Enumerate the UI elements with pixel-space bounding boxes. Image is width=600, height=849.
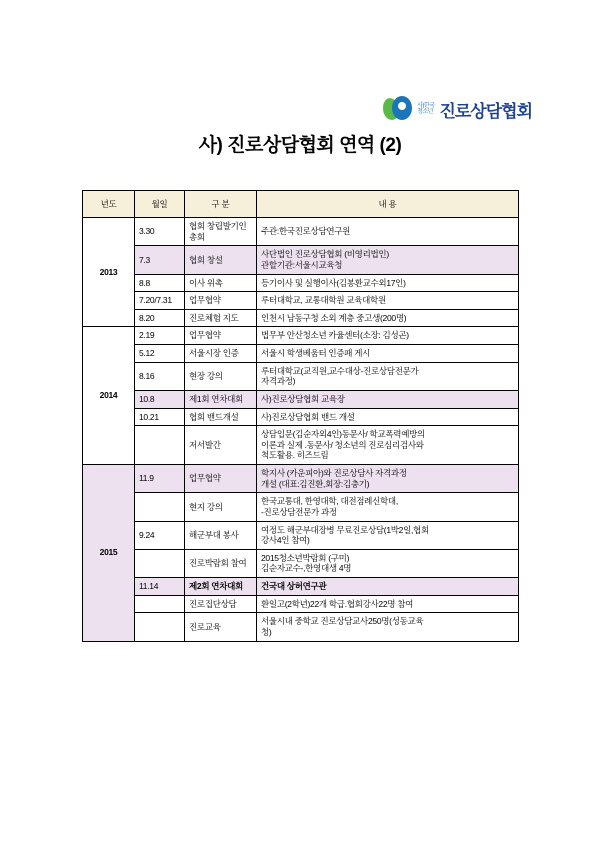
date-cell: 3.30 <box>135 218 185 246</box>
year-cell: 2014 <box>83 327 135 465</box>
table-row <box>83 218 519 246</box>
division-cell: 이사 위촉 <box>185 274 257 292</box>
date-cell: 8.16 <box>135 362 185 390</box>
year-cell: 2015 <box>83 465 135 642</box>
date-cell: 8.20 <box>135 309 185 327</box>
table-row <box>83 613 519 641</box>
logo-blob-icon <box>383 96 413 122</box>
content-cell: 법무부 안산청소년 카율센터(소장: 김성곤) <box>257 327 519 345</box>
content-cell: 루터대학교, 교통대학원 교육대학원 <box>257 292 519 310</box>
history-table <box>82 190 519 642</box>
table-row <box>83 274 519 292</box>
division-cell: 해군부대 봉사 <box>185 521 257 549</box>
division-cell: 서울시장 인증 <box>185 345 257 363</box>
content-cell: 인천시 남동구청 소외 계층 중고생(200명) <box>257 309 519 327</box>
table-row <box>83 327 519 345</box>
division-cell: 업무협약 <box>185 327 257 345</box>
table-row <box>83 362 519 390</box>
division-cell: 현지 강의 <box>185 493 257 521</box>
content-cell: 주관:한국진로상담연구원 <box>257 218 519 246</box>
content-cell: 환일고(2학년)22개 학급.협회강사22명 참여 <box>257 595 519 613</box>
division-cell: 업무협약 <box>185 292 257 310</box>
column-header-year: 년도 <box>83 191 135 218</box>
history-table-wrapper <box>82 190 518 642</box>
date-cell: 11.14 <box>135 578 185 596</box>
table-row <box>83 549 519 577</box>
date-cell <box>135 613 185 641</box>
content-cell: 등기이사 및 실행이사(김봉환교수외17인) <box>257 274 519 292</box>
content-cell: 사단법인 진로상담협회 (비영리법인) 관할기관:서울시교육청 <box>257 246 519 274</box>
table-row <box>83 521 519 549</box>
table-row <box>83 465 519 493</box>
content-cell: 사)진로상담협회 밴드 개설 <box>257 408 519 426</box>
date-cell: 7.3 <box>135 246 185 274</box>
division-cell: 진로체험 지도 <box>185 309 257 327</box>
table-row <box>83 426 519 465</box>
date-cell <box>135 493 185 521</box>
table-row <box>83 493 519 521</box>
year-cell: 2013 <box>83 218 135 327</box>
division-cell: 업무협약 <box>185 465 257 493</box>
date-cell <box>135 549 185 577</box>
table-row <box>83 345 519 363</box>
organization-logo <box>383 96 532 122</box>
logo-wordmark: 진로상담협회 <box>439 101 532 121</box>
column-header-date: 월일 <box>135 191 185 218</box>
table-row <box>83 408 519 426</box>
division-cell: 진로교육 <box>185 613 257 641</box>
date-cell: 10.21 <box>135 408 185 426</box>
division-cell: 현장 강의 <box>185 362 257 390</box>
page-title: 사) 진로상담협회 연역 (2) <box>198 135 402 156</box>
division-cell: 진로집단상담 <box>185 595 257 613</box>
date-cell: 9.24 <box>135 521 185 549</box>
division-cell: 제2회 연차대회 <box>185 578 257 596</box>
date-cell <box>135 595 185 613</box>
table-row <box>83 578 519 596</box>
table-row <box>83 595 519 613</box>
date-cell <box>135 426 185 465</box>
content-cell: 2015청소년박람회 (구미) 김순자교수-,한영대생 4명 <box>257 549 519 577</box>
table-row <box>83 292 519 310</box>
content-cell: 학지사 (카운피아)와 진로상담사 자격과정 개설 (대표:김진환,회장:김충기) <box>257 465 519 493</box>
division-cell: 협회 창설 <box>185 246 257 274</box>
date-cell: 5.12 <box>135 345 185 363</box>
division-cell: 협회 밴드개설 <box>185 408 257 426</box>
column-header-division: 구 분 <box>185 191 257 218</box>
table-row <box>83 309 519 327</box>
content-cell: 루터대학교(교직원,교수대상-진로상담전문가 자격과정) <box>257 362 519 390</box>
table-row <box>83 390 519 408</box>
table-row <box>83 246 519 274</box>
content-cell: 사)진로상담협회 교육장 <box>257 390 519 408</box>
logo-subtext: 사)한국 청소년 <box>417 102 435 115</box>
table-header-row <box>83 191 519 218</box>
content-cell: 서울시내 중학교 진로상담교사250명(성동교육 청) <box>257 613 519 641</box>
date-cell: 7.20/7.31 <box>135 292 185 310</box>
content-cell: 한국교통대, 한영대학, 대전점례신학대, -진로상담전문가 과정 <box>257 493 519 521</box>
date-cell: 11.9 <box>135 465 185 493</box>
division-cell: 제1회 연차대회 <box>185 390 257 408</box>
date-cell: 8.8 <box>135 274 185 292</box>
division-cell: 협회 창립발기인 총회 <box>185 218 257 246</box>
division-cell: 진로박람회 참여 <box>185 549 257 577</box>
content-cell: 상담입문(김순자외4인)동문사/ 학교폭력예방의 이론과 실제 .동문사/ 청소년의 진로심리검사와 척도활용. 히즈드림 <box>257 426 519 465</box>
date-cell: 2.19 <box>135 327 185 345</box>
content-cell: 여정도 해군부대장병 무료진로상담(1박2일,협회 강사4인 참여) <box>257 521 519 549</box>
content-cell: 건국대 상허연구관 <box>257 578 519 596</box>
column-header-content: 내 용 <box>257 191 519 218</box>
table-body <box>83 218 519 642</box>
date-cell: 10.8 <box>135 390 185 408</box>
division-cell: 저서발간 <box>185 426 257 465</box>
table-header <box>83 191 519 218</box>
content-cell: 서울시 학생베움터 인증패 게시 <box>257 345 519 363</box>
